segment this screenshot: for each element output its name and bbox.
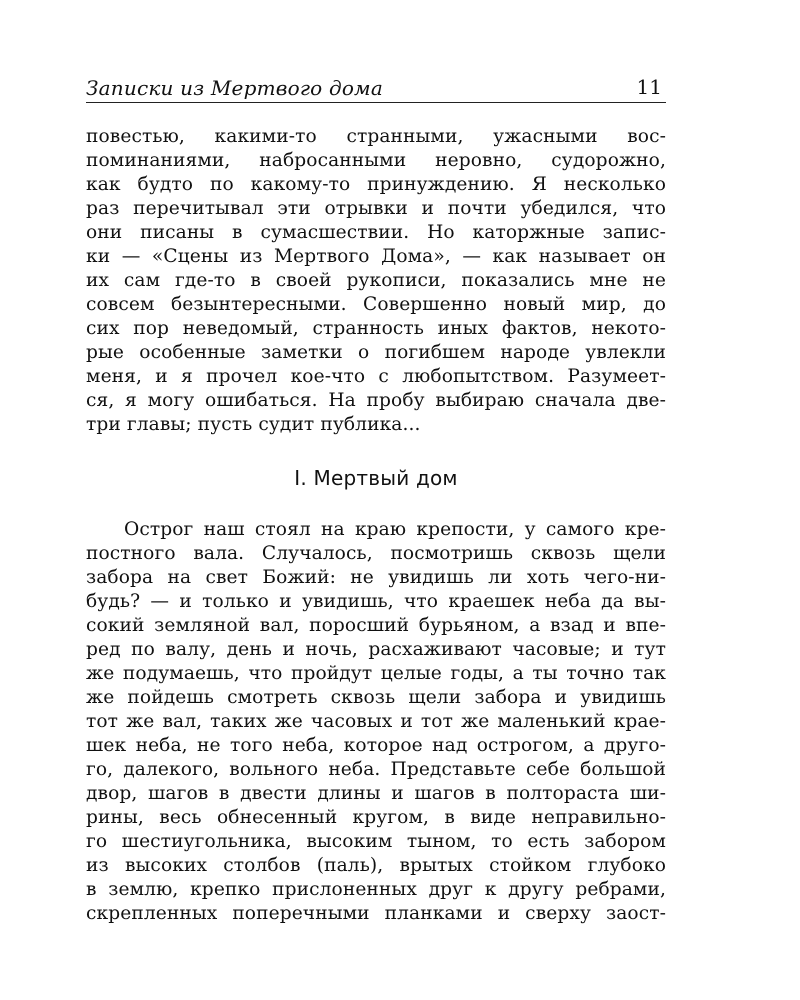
text-line: го шестиугольника, высоким тыном, то есть забором (86, 831, 666, 852)
running-header (86, 74, 666, 103)
text-line: их сам где-то в своей рукописи, показались мне не (86, 270, 666, 291)
chapter-heading: I. Мертвый дом (294, 466, 458, 490)
text-line: три главы; пусть судит публика... (86, 414, 421, 435)
text-line: повестью, какими-то странными, ужасными вос- (86, 126, 666, 147)
text-line: раз перечитывал эти отрывки и почти убедился, что (86, 198, 666, 219)
text-line: сокий земляной вал, поросший бурьяном, а взад и впе- (86, 615, 666, 636)
text-line: из высоких столбов (паль), врытых стойком глубоко (86, 855, 666, 876)
text-line: в землю, крепко прислоненных друг к другу ребрами, (86, 879, 666, 900)
text-line: как будто по какому-то принуждению. Я несколько (86, 174, 666, 195)
text-line: Острог наш стоял на краю крепости, у самого кре- (124, 519, 666, 540)
text-line: тот же вал, таких же часовых и тот же маленький крае- (86, 711, 666, 732)
text-line: поминаниями, набросанными неровно, судорожно, (86, 150, 666, 171)
text-line: го, далекого, вольного неба. Представьте себе большой (86, 759, 666, 780)
text-line: ся, я могу ошибаться. На пробу выбираю сначала две- (86, 390, 666, 411)
running-title: Записки из Мертвого дома (86, 76, 383, 100)
text-line: ки — «Сцены из Мертвого Дома», — как называет он (86, 246, 666, 267)
text-line: рые особенные заметки о погибшем народе увлекли (86, 342, 666, 363)
text-line: постного вала. Случалось, посмотришь сквозь щели (86, 543, 666, 564)
text-line: скрепленных поперечными планками и сверху заост- (86, 903, 666, 924)
text-line: ред по валу, день и ночь, расхаживают часовые; и тут (86, 639, 666, 660)
text-line: совсем безынтересными. Совершенно новый мир, до (86, 294, 666, 315)
text-line: двор, шагов в двести длины и шагов в полтораста ши- (86, 783, 666, 804)
text-line: забора на свет Божий: не увидишь ли хоть чего-ни- (86, 567, 666, 588)
text-line: они писаны в сумасшествии. Но каторжные запис- (86, 222, 666, 243)
text-line: сих пор неведомый, странность иных фактов, некото- (86, 318, 666, 339)
text-line: шек неба, не того неба, которое над острогом, а друго- (86, 735, 666, 756)
text-line: же подумаешь, что пройдут целые годы, а ты точно так (86, 663, 666, 684)
text-line: будь? — и только и увидишь, что краешек неба да вы- (86, 591, 666, 612)
page-number: 11 (636, 75, 662, 99)
text-line: же пойдешь смотреть сквозь щели забора и увидишь (86, 687, 666, 708)
text-line: рины, весь обнесенный кругом, в виде неправильно- (86, 807, 666, 828)
text-line: меня, и я прочел кое-что с любопытством. Разумеет- (86, 366, 666, 387)
